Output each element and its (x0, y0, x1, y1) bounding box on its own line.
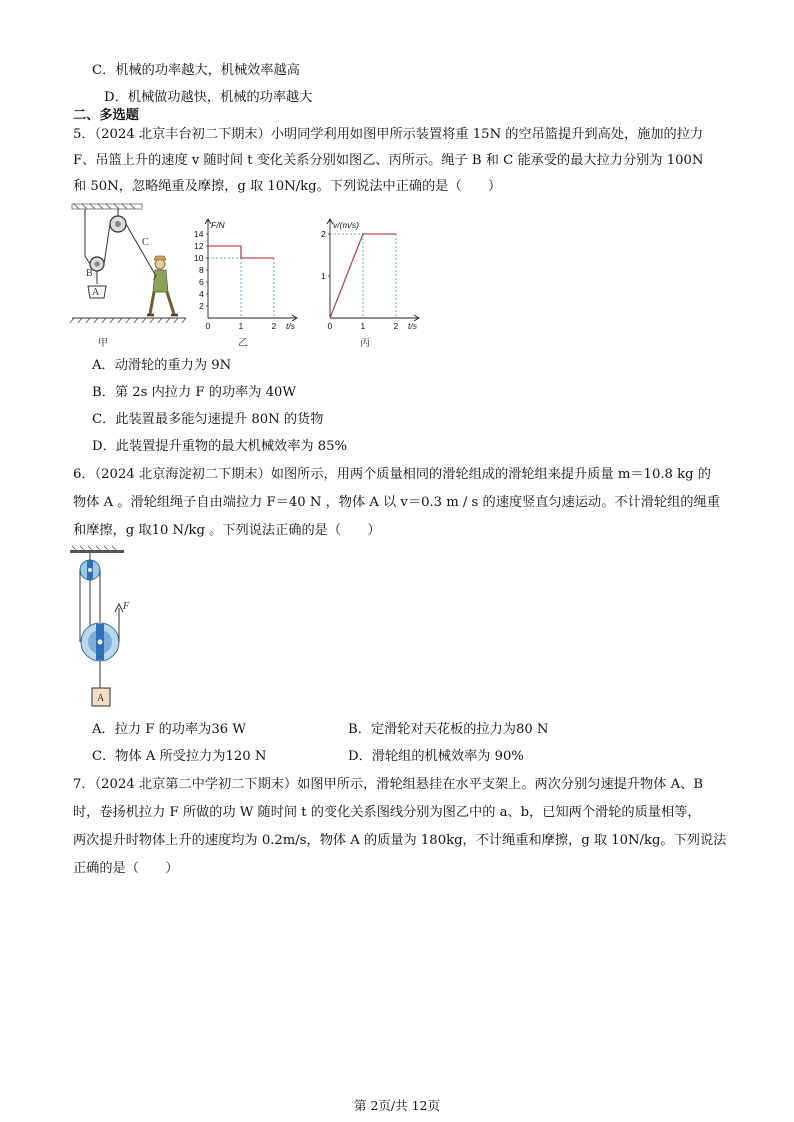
bing-x-label: t/s (408, 321, 417, 331)
q5-option-d: D．此装置提升重物的最大机械效率为 85% (92, 439, 348, 454)
label-rope-b: B (86, 268, 93, 279)
q5-option-b: B．第 2s 内拉力 F 的功率为 40W (92, 385, 296, 400)
bing-y-label: v/(m/s) (333, 220, 359, 230)
q5-stem-line3: 和 50N，忽略绳重及摩擦，g 取 10N/kg。下列说法中正确的是（ ） (73, 179, 502, 194)
q4-option-c: C．机械的功率越大，机械效率越高 (92, 63, 300, 78)
yi-y-tick: 8 (199, 265, 204, 275)
yi-x-label: t/s (286, 321, 295, 331)
q6-option-b: B．定滑轮对天花板的拉力为80 N (348, 722, 549, 737)
label-rope-c: C (142, 237, 149, 248)
q5-option-a: A．动滑轮的重力为 9N (92, 358, 232, 373)
yi-x-tick: 2 (271, 321, 277, 331)
q7-stem-line4: 正确的是（ ） (73, 861, 179, 876)
yi-y-tick: 14 (194, 229, 204, 239)
bing-y-tick: 2 (321, 229, 326, 239)
q6-stem-line1: 6．（2024 北京海淀初二下期末）如图所示，用两个质量相同的滑轮组成的滑轮组来提升质量 m＝10.8 kg 的 (73, 467, 711, 482)
q5-figure-jia (70, 204, 190, 350)
yi-x-tick: 0 (205, 321, 211, 331)
yi-y-tick: 6 (199, 277, 204, 287)
yi-title: 乙 (238, 338, 248, 349)
q6-stem-line3: 和摩擦，g 取10 N/kg 。下列说法正确的是（ ） (73, 523, 381, 538)
bing-y-tick: 1 (321, 271, 326, 281)
q7-stem-line1: 7．（2024 北京第二中学初二下期末）如图甲所示，滑轮组悬挂在水平支架上。两次分别匀速提升物体 A、B (73, 777, 704, 792)
yi-y-tick: 4 (199, 289, 204, 299)
q7-stem-line3: 两次提升时物体上升的速度均为 0.2m/s，物体 A 的质量为 180kg，不计绳重和摩擦，g 取 10N/kg。下列说法 (73, 833, 727, 848)
yi-series-line (208, 246, 274, 258)
page-footer: 第 2页/共 12页 (353, 1098, 441, 1113)
label-basket-a: A (92, 287, 100, 298)
q7-stem-line2: 时，卷扬机拉力 F 所做的功 W 随时间 t 的变化关系图线分别为图乙中的 a、b，已知两个滑轮的质量相等， (73, 805, 701, 820)
section-heading: 二、多选题 (73, 108, 139, 123)
yi-y-tick: 10 (194, 253, 204, 263)
chart-bing-velocity-time (312, 214, 442, 350)
yi-x-tick: 1 (238, 321, 244, 331)
yi-y-tick: 12 (194, 241, 204, 251)
q4-option-d: D．机械做功越快，机械的功率越大 (104, 90, 313, 105)
label-force-f: F (123, 601, 130, 612)
bing-x-tick: 0 (327, 321, 333, 331)
q6-figure-pulley (68, 546, 138, 710)
q5-stem-line1: 5．（2024 北京丰台初二下期末）小明同学利用如图甲所示装置将重 15N 的空吊篮提升到高处，施加的拉力 (73, 127, 704, 142)
label-jia: 甲 (98, 338, 108, 349)
q6-stem-line2: 物体 A 。滑轮组绳子自由端拉力 F＝40 N ，物体 A 以 v＝0.3 m / s 的速度竖直匀速运动。不计滑轮组的绳重 (73, 495, 720, 510)
yi-y-tick: 2 (199, 301, 204, 311)
bing-x-tick: 1 (360, 321, 366, 331)
q6-option-c: C．物体 A 所受拉力为120 N (92, 749, 267, 764)
q6-option-a: A．拉力 F 的功率为36 W (92, 722, 246, 737)
yi-y-label: F/N (211, 220, 225, 230)
chart-yi-force-time (190, 214, 320, 350)
bing-x-tick: 2 (393, 321, 399, 331)
bing-title: 丙 (360, 338, 370, 349)
q5-option-c: C．此装置最多能匀速提升 80N 的货物 (92, 412, 324, 427)
q6-option-d: D．滑轮组的机械效率为 90% (348, 749, 524, 764)
label-object-a: A (97, 693, 105, 704)
q5-stem-line2: F、吊篮上升的速度 v 随时间 t 变化关系分别如图乙、丙所示。绳子 B 和 C 能承受的最大拉力分别为 100N (73, 153, 704, 168)
